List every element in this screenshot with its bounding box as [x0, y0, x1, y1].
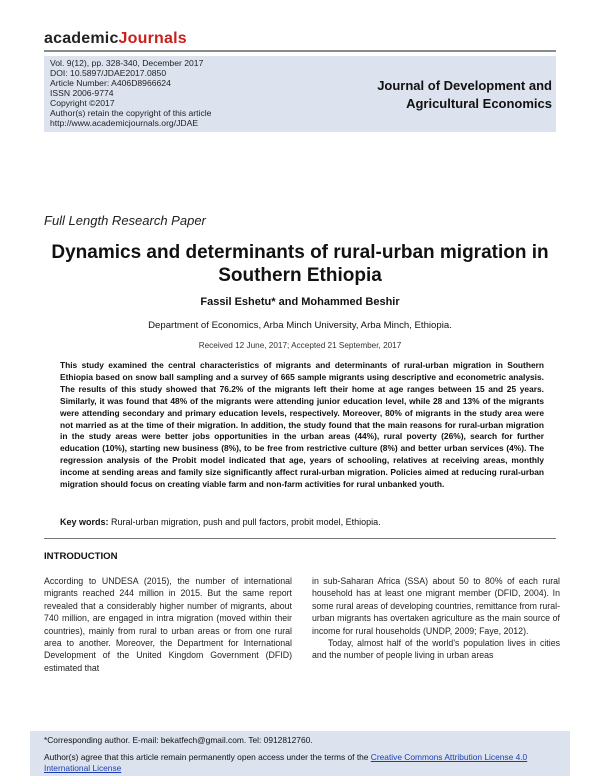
corresponding-author: *Corresponding author. E-mail: bekatfech@gmail.com. Tel: 0912812760. — [44, 735, 313, 745]
license-text: Author(s) agree that this article remain permanently open access under the terms of the — [44, 752, 371, 762]
body-column-right — [312, 575, 560, 662]
logo-part-academic: academic — [44, 30, 119, 47]
article-metadata — [50, 58, 211, 128]
header-divider — [44, 50, 556, 52]
logo-part-journals: Journals — [118, 30, 187, 47]
keywords-divider — [44, 538, 556, 539]
meta-volume: Vol. 9(12), pp. 328-340, December 2017 — [50, 58, 204, 68]
meta-journal-url[interactable]: http://www.academicjournals.org/JDAE — [50, 118, 199, 128]
introduction-heading: INTRODUCTION — [44, 551, 118, 562]
meta-copyright-note: Author(s) retain the copyright of this article — [50, 108, 212, 118]
license-statement — [44, 752, 564, 774]
journal-name: Journal of Development and Agricultural Economics — [377, 78, 552, 111]
received-accepted-dates: Received 12 June, 2017; Accepted 21 September, 2017 — [198, 341, 402, 350]
meta-article-number: Article Number: A406D8966624 — [50, 78, 171, 88]
keywords-line — [60, 517, 381, 527]
license-link[interactable]: Creative Commons Attribution License 4.0 International License — [44, 752, 528, 773]
intro-paragraph-1-continued: in sub-Saharan Africa (SSA) about 50 to 80% of each rural household has at least one migrant member (DFID, 2004). In some rural areas of developing countries, remittance from rural-urban migrants has overtaken agriculture as the main source of income for rural households (UNDP, 2009; Faye, 2012). — [312, 576, 560, 636]
article-authors: Fassil Eshetu* and Mohammed Beshir — [200, 296, 400, 308]
footnote-box — [30, 731, 570, 776]
meta-copyright: Copyright ©2017 — [50, 98, 115, 108]
keywords-list: Rural-urban migration, push and pull factors, probit model, Ethiopia. — [111, 517, 381, 527]
intro-paragraph-1: According to UNDESA (2015), the number of international migrants reached 244 million in 2015. But the same report revealed that a considerably higher number of migrants, about 740 million, are engaged in intra migration (moved within their countries), mainly from rural to urban areas or from one rural area to another. Moreover, the Department for International Development of the United Kingdom Government (DFID) estimated that — [44, 576, 292, 673]
meta-issn: ISSN 2006-9774 — [50, 88, 114, 98]
intro-paragraph-2: Today, almost half of the world's population lives in cities and the number of people living in urban areas — [312, 638, 560, 661]
meta-doi: DOI: 10.5897/JDAE2017.0850 — [50, 68, 167, 78]
abstract: This study examined the central characteristics of migrants and determinants of rural-urban migration in Southern Ethiopia based on snow ball sampling and a survey of 665 sample migrants using descriptive and econometric analysis. The results of this study showed that 76.2% of the migrants left their home at age ranges between 15 and 25 years. Similarly, it was found that 48% of the migrants were attending junior education level, while 28 and 13% of the migrants were attending secondary and primary education levels, respectively. Moreover, 80% of migrants in the study area were not married as at the time of their migration. In addition, the study found that the main reasons for rural-urban migration in the study areas were better jobs opportunities in the urban areas (44%), rural poverty (26%), search for further education (10%), starting new business (8%), to be free from restrictive culture (8%) and better urban services (4%). The regression analysis of the Probit model indicated that age, years of schooling, relatives at receiving areas, monthly income at sending areas and family size significantly affect rural-urban migration. Policies aimed at reducing rural-urban migration should focus on creating viable farm and non-farm activities for rural unbanked youth. — [60, 360, 544, 490]
paper-type: Full Length Research Paper — [44, 213, 206, 228]
body-column-left — [44, 575, 292, 674]
article-title: Dynamics and determinants of rural-urban migration in Southern Ethiopia — [51, 242, 549, 286]
author-affiliation: Department of Economics, Arba Minch University, Arba Minch, Ethiopia. — [148, 320, 452, 331]
keywords-label: Key words: — [60, 517, 109, 527]
publisher-logo — [44, 30, 187, 48]
